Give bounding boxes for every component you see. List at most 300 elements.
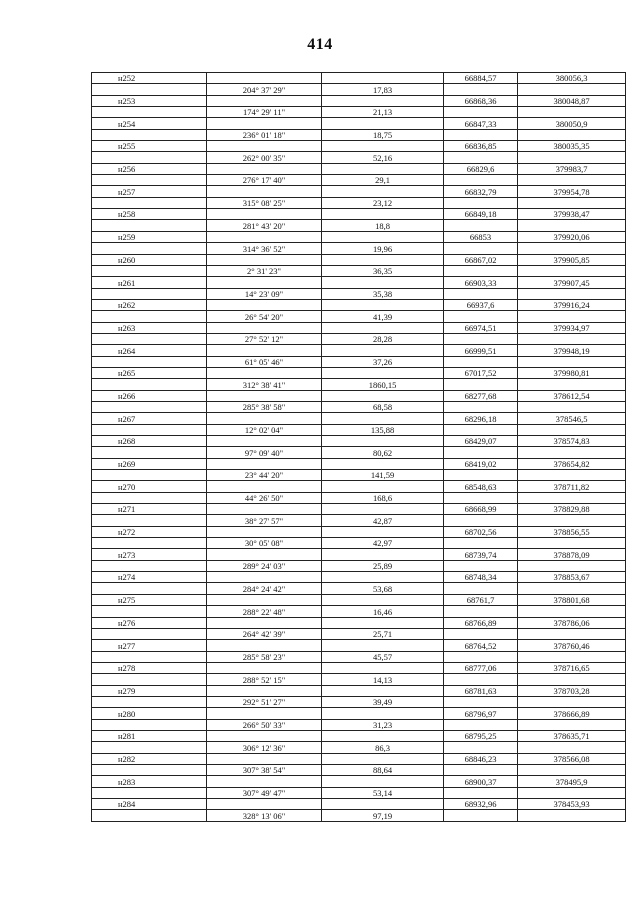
empty-cell — [92, 560, 207, 571]
direction-angle-cell: 315° 08' 25" — [207, 197, 322, 208]
y-coordinate-cell: 378546,5 — [518, 413, 626, 424]
point-row — [92, 662, 626, 673]
point-row — [92, 95, 626, 106]
y-coordinate-cell: 378654,82 — [518, 458, 626, 469]
distance-cell: 16,46 — [322, 606, 444, 617]
point-row — [92, 504, 626, 515]
x-coordinate-cell: 68796,97 — [444, 708, 518, 719]
empty-cell — [207, 163, 322, 174]
empty-cell — [444, 628, 518, 639]
empty-cell — [518, 787, 626, 798]
empty-cell — [92, 674, 207, 685]
y-coordinate-cell: 378856,55 — [518, 526, 626, 537]
distance-cell: 36,35 — [322, 265, 444, 276]
empty-cell — [322, 73, 444, 84]
x-coordinate-cell: 66999,51 — [444, 345, 518, 356]
empty-cell — [322, 186, 444, 197]
empty-cell — [518, 243, 626, 254]
empty-cell — [444, 379, 518, 390]
empty-cell — [207, 753, 322, 764]
y-coordinate-cell: 378612,54 — [518, 390, 626, 401]
point-name-cell: н263 — [92, 322, 207, 333]
distance-cell: 18,8 — [322, 220, 444, 231]
point-name-cell: н257 — [92, 186, 207, 197]
empty-cell — [444, 447, 518, 458]
empty-cell — [322, 617, 444, 628]
empty-cell — [92, 719, 207, 730]
page-number: 414 — [307, 36, 333, 53]
distance-cell: 168,6 — [322, 492, 444, 503]
empty-cell — [92, 628, 207, 639]
empty-cell — [207, 730, 322, 741]
empty-cell — [518, 311, 626, 322]
empty-cell — [207, 367, 322, 378]
empty-cell — [207, 549, 322, 560]
x-coordinate-cell: 68739,74 — [444, 549, 518, 560]
empty-cell — [518, 129, 626, 140]
segment-row — [92, 311, 626, 322]
empty-cell — [207, 186, 322, 197]
empty-cell — [92, 107, 207, 118]
point-row — [92, 753, 626, 764]
segment-row — [92, 333, 626, 344]
empty-cell — [444, 515, 518, 526]
empty-cell — [518, 560, 626, 571]
empty-cell — [207, 390, 322, 401]
y-coordinate-cell: 379905,85 — [518, 254, 626, 265]
point-row — [92, 163, 626, 174]
direction-angle-cell: 288° 22' 48" — [207, 606, 322, 617]
x-coordinate-cell: 66937,6 — [444, 299, 518, 310]
empty-cell — [92, 401, 207, 412]
distance-cell: 37,26 — [322, 356, 444, 367]
segment-row — [92, 515, 626, 526]
empty-cell — [518, 447, 626, 458]
empty-cell — [518, 628, 626, 639]
empty-cell — [518, 492, 626, 503]
point-row — [92, 209, 626, 220]
empty-cell — [518, 424, 626, 435]
empty-cell — [207, 594, 322, 605]
segment-row — [92, 152, 626, 163]
y-coordinate-cell: 380048,87 — [518, 95, 626, 106]
direction-angle-cell: 204° 37' 29" — [207, 84, 322, 95]
x-coordinate-cell: 68548,63 — [444, 481, 518, 492]
x-coordinate-cell: 68795,25 — [444, 730, 518, 741]
point-name-cell: н275 — [92, 594, 207, 605]
y-coordinate-cell: 378666,89 — [518, 708, 626, 719]
segment-row — [92, 265, 626, 276]
empty-cell — [322, 118, 444, 129]
empty-cell — [518, 107, 626, 118]
empty-cell — [92, 810, 207, 821]
x-coordinate-cell: 66853 — [444, 231, 518, 242]
direction-angle-cell: 328° 13' 06" — [207, 810, 322, 821]
empty-cell — [518, 583, 626, 594]
segment-row — [92, 129, 626, 140]
empty-cell — [207, 458, 322, 469]
empty-cell — [92, 356, 207, 367]
empty-cell — [322, 367, 444, 378]
empty-cell — [322, 458, 444, 469]
segment-row — [92, 628, 626, 639]
empty-cell — [207, 322, 322, 333]
x-coordinate-cell: 66849,18 — [444, 209, 518, 220]
distance-cell: 135,88 — [322, 424, 444, 435]
segment-row — [92, 651, 626, 662]
direction-angle-cell: 314° 36' 52" — [207, 243, 322, 254]
direction-angle-cell: 23° 44' 20" — [207, 470, 322, 481]
point-name-cell: н271 — [92, 504, 207, 515]
empty-cell — [207, 436, 322, 447]
point-name-cell: н274 — [92, 572, 207, 583]
direction-angle-cell: 284° 24' 42" — [207, 583, 322, 594]
segment-row — [92, 175, 626, 186]
point-row — [92, 231, 626, 242]
empty-cell — [444, 696, 518, 707]
empty-cell — [92, 515, 207, 526]
point-row — [92, 390, 626, 401]
empty-cell — [92, 265, 207, 276]
distance-cell: 18,75 — [322, 129, 444, 140]
empty-cell — [322, 390, 444, 401]
empty-cell — [322, 141, 444, 152]
direction-angle-cell: 44° 26' 50" — [207, 492, 322, 503]
x-coordinate-cell: 68668,99 — [444, 504, 518, 515]
distance-cell: 39,49 — [322, 696, 444, 707]
y-coordinate-cell: 378703,28 — [518, 685, 626, 696]
segment-row — [92, 447, 626, 458]
point-name-cell: н279 — [92, 685, 207, 696]
empty-cell — [518, 538, 626, 549]
empty-cell — [444, 197, 518, 208]
empty-cell — [322, 776, 444, 787]
point-row — [92, 526, 626, 537]
empty-cell — [92, 583, 207, 594]
x-coordinate-cell: 66832,79 — [444, 186, 518, 197]
segment-row — [92, 560, 626, 571]
segment-row — [92, 197, 626, 208]
empty-cell — [322, 163, 444, 174]
y-coordinate-cell: 378760,46 — [518, 640, 626, 651]
point-name-cell: н269 — [92, 458, 207, 469]
distance-cell: 86,3 — [322, 742, 444, 753]
x-coordinate-cell: 66974,51 — [444, 322, 518, 333]
point-row — [92, 549, 626, 560]
direction-angle-cell: 276° 17' 40" — [207, 175, 322, 186]
distance-cell: 19,96 — [322, 243, 444, 254]
point-row — [92, 118, 626, 129]
empty-cell — [518, 84, 626, 95]
y-coordinate-cell: 379948,19 — [518, 345, 626, 356]
empty-cell — [322, 322, 444, 333]
direction-angle-cell: 285° 58' 23" — [207, 651, 322, 662]
point-name-cell: н281 — [92, 730, 207, 741]
empty-cell — [207, 662, 322, 673]
empty-cell — [444, 152, 518, 163]
empty-cell — [518, 651, 626, 662]
direction-angle-cell: 307° 49' 47" — [207, 787, 322, 798]
point-name-cell: н270 — [92, 481, 207, 492]
empty-cell — [207, 277, 322, 288]
empty-cell — [92, 764, 207, 775]
point-row — [92, 277, 626, 288]
point-name-cell: н253 — [92, 95, 207, 106]
point-name-cell: н260 — [92, 254, 207, 265]
point-name-cell: н255 — [92, 141, 207, 152]
point-name-cell: н252 — [92, 73, 207, 84]
segment-row — [92, 470, 626, 481]
segment-row — [92, 492, 626, 503]
direction-angle-cell: 266° 50' 33" — [207, 719, 322, 730]
empty-cell — [322, 526, 444, 537]
distance-cell: 35,38 — [322, 288, 444, 299]
empty-cell — [444, 265, 518, 276]
point-name-cell: н283 — [92, 776, 207, 787]
empty-cell — [322, 231, 444, 242]
segment-row — [92, 220, 626, 231]
x-coordinate-cell: 66829,6 — [444, 163, 518, 174]
point-row — [92, 572, 626, 583]
empty-cell — [444, 424, 518, 435]
empty-cell — [518, 742, 626, 753]
empty-cell — [92, 470, 207, 481]
empty-cell — [207, 299, 322, 310]
empty-cell — [92, 696, 207, 707]
empty-cell — [444, 84, 518, 95]
empty-cell — [322, 549, 444, 560]
empty-cell — [207, 685, 322, 696]
empty-cell — [92, 742, 207, 753]
point-name-cell: н277 — [92, 640, 207, 651]
direction-angle-cell: 307° 38' 54" — [207, 764, 322, 775]
distance-cell: 53,14 — [322, 787, 444, 798]
distance-cell: 68,58 — [322, 401, 444, 412]
empty-cell — [518, 220, 626, 231]
point-name-cell: н264 — [92, 345, 207, 356]
y-coordinate-cell: 379983,7 — [518, 163, 626, 174]
empty-cell — [518, 288, 626, 299]
y-coordinate-cell: 378711,82 — [518, 481, 626, 492]
point-name-cell: н280 — [92, 708, 207, 719]
empty-cell — [92, 424, 207, 435]
point-row — [92, 640, 626, 651]
point-name-cell: н267 — [92, 413, 207, 424]
x-coordinate-cell: 66836,85 — [444, 141, 518, 152]
empty-cell — [92, 175, 207, 186]
y-coordinate-cell: 379980,81 — [518, 367, 626, 378]
x-coordinate-cell: 68781,63 — [444, 685, 518, 696]
point-row — [92, 708, 626, 719]
point-row — [92, 617, 626, 628]
point-row — [92, 322, 626, 333]
empty-cell — [444, 175, 518, 186]
x-coordinate-cell: 68748,34 — [444, 572, 518, 583]
point-row — [92, 730, 626, 741]
point-row — [92, 594, 626, 605]
empty-cell — [207, 95, 322, 106]
segment-row — [92, 764, 626, 775]
segment-row — [92, 288, 626, 299]
empty-cell — [207, 799, 322, 810]
distance-cell: 17,83 — [322, 84, 444, 95]
x-coordinate-cell: 68429,07 — [444, 436, 518, 447]
point-row — [92, 254, 626, 265]
point-name-cell: н259 — [92, 231, 207, 242]
distance-cell: 31,23 — [322, 719, 444, 730]
empty-cell — [322, 730, 444, 741]
direction-angle-cell: 236° 01' 18" — [207, 129, 322, 140]
distance-cell: 141,59 — [322, 470, 444, 481]
empty-cell — [92, 379, 207, 390]
y-coordinate-cell: 378635,71 — [518, 730, 626, 741]
x-coordinate-cell: 68296,18 — [444, 413, 518, 424]
empty-cell — [322, 799, 444, 810]
empty-cell — [322, 594, 444, 605]
empty-cell — [444, 311, 518, 322]
direction-angle-cell: 281° 43' 20" — [207, 220, 322, 231]
y-coordinate-cell: 378566,08 — [518, 753, 626, 764]
direction-angle-cell: 14° 23' 09" — [207, 288, 322, 299]
empty-cell — [92, 220, 207, 231]
distance-cell: 42,97 — [322, 538, 444, 549]
empty-cell — [444, 742, 518, 753]
empty-cell — [322, 209, 444, 220]
empty-cell — [444, 356, 518, 367]
segment-row — [92, 787, 626, 798]
empty-cell — [518, 810, 626, 821]
empty-cell — [444, 810, 518, 821]
distance-cell: 1860,15 — [322, 379, 444, 390]
empty-cell — [322, 708, 444, 719]
empty-cell — [92, 311, 207, 322]
empty-cell — [518, 470, 626, 481]
point-name-cell: н278 — [92, 662, 207, 673]
point-row — [92, 73, 626, 84]
direction-angle-cell: 264° 42' 39" — [207, 628, 322, 639]
direction-angle-cell: 97° 09' 40" — [207, 447, 322, 458]
y-coordinate-cell: 379920,06 — [518, 231, 626, 242]
point-name-cell: н282 — [92, 753, 207, 764]
empty-cell — [444, 538, 518, 549]
y-coordinate-cell: 378801,68 — [518, 594, 626, 605]
x-coordinate-cell: 66867,02 — [444, 254, 518, 265]
direction-angle-cell: 285° 38' 58" — [207, 401, 322, 412]
direction-angle-cell: 2° 31' 23" — [207, 265, 322, 276]
empty-cell — [92, 492, 207, 503]
direction-angle-cell: 292° 51' 27" — [207, 696, 322, 707]
segment-row — [92, 674, 626, 685]
empty-cell — [444, 333, 518, 344]
distance-cell: 41,39 — [322, 311, 444, 322]
x-coordinate-cell: 66868,36 — [444, 95, 518, 106]
point-row — [92, 436, 626, 447]
empty-cell — [444, 470, 518, 481]
segment-row — [92, 583, 626, 594]
empty-cell — [207, 640, 322, 651]
distance-cell: 45,57 — [322, 651, 444, 662]
y-coordinate-cell: 378829,88 — [518, 504, 626, 515]
point-row — [92, 481, 626, 492]
point-name-cell: н254 — [92, 118, 207, 129]
direction-angle-cell: 289° 24' 03" — [207, 560, 322, 571]
x-coordinate-cell: 68702,56 — [444, 526, 518, 537]
empty-cell — [518, 696, 626, 707]
empty-cell — [444, 243, 518, 254]
y-coordinate-cell: 379934,97 — [518, 322, 626, 333]
empty-cell — [207, 526, 322, 537]
empty-cell — [207, 118, 322, 129]
distance-cell: 52,16 — [322, 152, 444, 163]
x-coordinate-cell: 68761,7 — [444, 594, 518, 605]
empty-cell — [207, 776, 322, 787]
point-row — [92, 799, 626, 810]
direction-angle-cell: 26° 54' 20" — [207, 311, 322, 322]
empty-cell — [322, 640, 444, 651]
empty-cell — [518, 515, 626, 526]
empty-cell — [518, 401, 626, 412]
direction-angle-cell: 262° 00' 35" — [207, 152, 322, 163]
empty-cell — [322, 662, 444, 673]
x-coordinate-cell: 68932,96 — [444, 799, 518, 810]
empty-cell — [444, 719, 518, 730]
point-row — [92, 458, 626, 469]
empty-cell — [207, 209, 322, 220]
x-coordinate-cell: 68900,37 — [444, 776, 518, 787]
empty-cell — [92, 243, 207, 254]
x-coordinate-cell: 68277,68 — [444, 390, 518, 401]
empty-cell — [322, 413, 444, 424]
empty-cell — [518, 674, 626, 685]
empty-cell — [518, 333, 626, 344]
empty-cell — [322, 299, 444, 310]
point-name-cell: н268 — [92, 436, 207, 447]
empty-cell — [322, 753, 444, 764]
x-coordinate-cell: 68766,89 — [444, 617, 518, 628]
y-coordinate-cell: 379938,47 — [518, 209, 626, 220]
empty-cell — [444, 129, 518, 140]
empty-cell — [207, 617, 322, 628]
empty-cell — [444, 606, 518, 617]
segment-row — [92, 424, 626, 435]
point-name-cell: н266 — [92, 390, 207, 401]
point-row — [92, 367, 626, 378]
empty-cell — [444, 787, 518, 798]
empty-cell — [518, 152, 626, 163]
empty-cell — [444, 288, 518, 299]
distance-cell: 29,1 — [322, 175, 444, 186]
coordinates-table — [91, 72, 626, 822]
x-coordinate-cell: 66847,33 — [444, 118, 518, 129]
empty-cell — [322, 481, 444, 492]
y-coordinate-cell: 380050,9 — [518, 118, 626, 129]
empty-cell — [444, 401, 518, 412]
x-coordinate-cell: 68777,06 — [444, 662, 518, 673]
point-name-cell: н265 — [92, 367, 207, 378]
point-row — [92, 413, 626, 424]
segment-row — [92, 810, 626, 821]
direction-angle-cell: 306° 12' 36" — [207, 742, 322, 753]
empty-cell — [518, 356, 626, 367]
y-coordinate-cell: 378495,9 — [518, 776, 626, 787]
y-coordinate-cell: 378574,83 — [518, 436, 626, 447]
point-name-cell: н258 — [92, 209, 207, 220]
segment-row — [92, 243, 626, 254]
y-coordinate-cell: 379954,78 — [518, 186, 626, 197]
empty-cell — [322, 254, 444, 265]
empty-cell — [207, 504, 322, 515]
empty-cell — [444, 674, 518, 685]
